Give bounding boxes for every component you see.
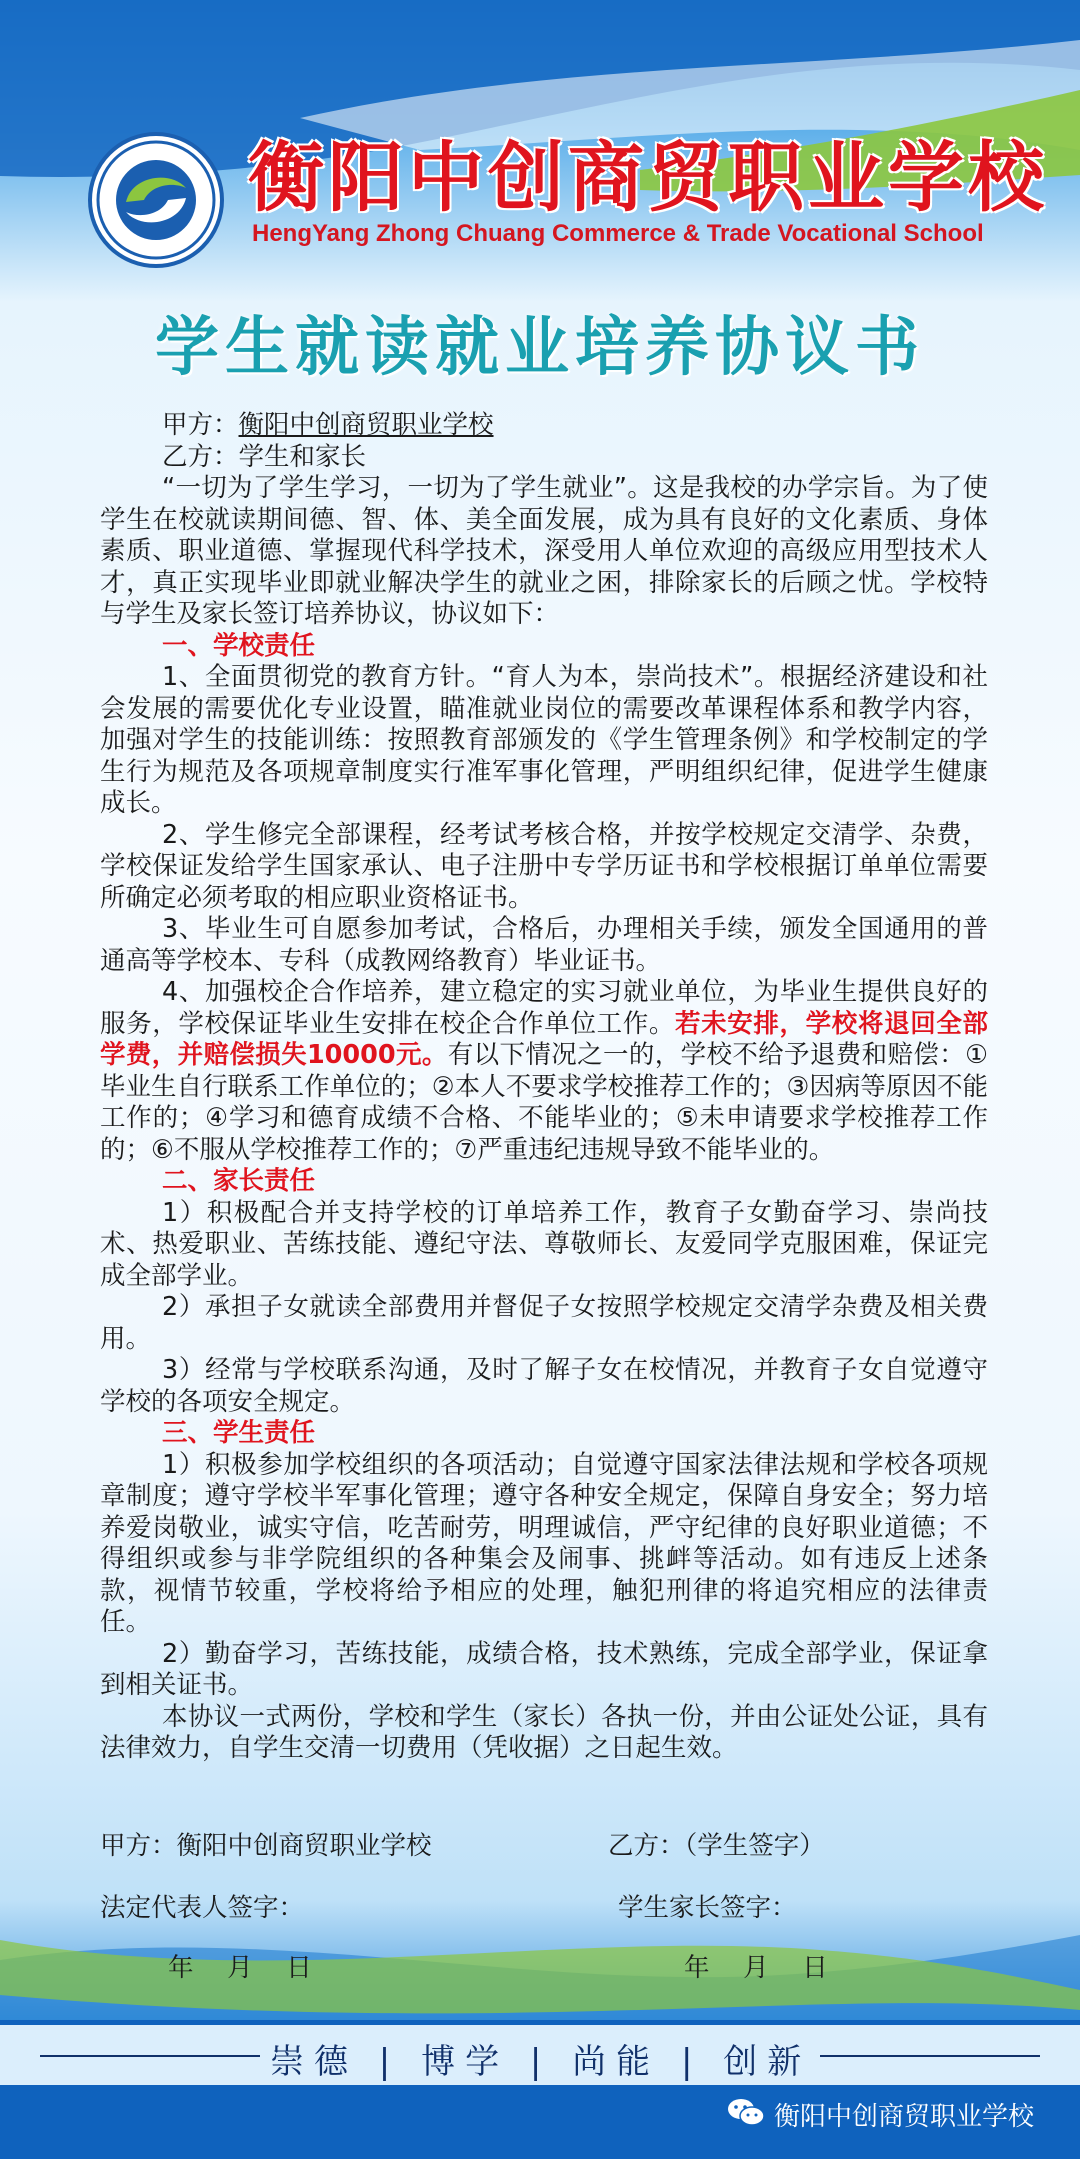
refund-guarantee-text: 若未安排，学校将退回全部学费，并赔偿损失10000元。 bbox=[100, 1008, 988, 1070]
agreement-body bbox=[100, 410, 988, 1765]
party-a-line bbox=[100, 410, 988, 442]
section-heading-parent: 二、家长责任 bbox=[162, 1166, 316, 1196]
parent-item-3: 3）经常与学校联系沟通，及时了解子女在校情况，并教育子女自觉遵守学校的各项安全规定。 bbox=[100, 1355, 988, 1417]
school-name-cn: 衡阳中创商贸职业学校 bbox=[248, 133, 1048, 222]
party-b-signature: 乙方：（学生签字） bbox=[608, 1831, 825, 1861]
parent-item-1: 1）积极配合并支持学校的订单培养工作，教育子女勤奋学习、崇尚技术、热爱职业、苦练技能、遵纪守法、尊敬师长、友爱同学克服困难，保证完成全部学业。 bbox=[100, 1197, 988, 1291]
school-item-2: 2、学生修完全部课程，经考试考核合格，并按学校规定交清学、杂费，学校保证发给学生国家承认、电子注册中专学历证书和学校根据订单单位需要所确定必须考取的相应职业资格证书。 bbox=[100, 819, 988, 913]
party-a-signature: 甲方：衡阳中创商贸职业学校 bbox=[100, 1831, 432, 1861]
school-item-4-part-c: 有以下情况之一的，学校不给予退费和赔偿：①毕业生自行联系工作单位的；②本人不要求学校推荐工作的；③因病等原因不能工作的；④学习和德育成绩不合格、不能毕业的；⑤未申请要求学校推荐工作的；⑥不服从学校推荐工作的；⑦严重违纪违规导致不能毕业的。 bbox=[100, 1040, 988, 1165]
school-item-3: 3、毕业生可自愿参加考试，合格后，办理相关手续，颁发全国通用的普通高等学校本、专科（成教网络教育）毕业证书。 bbox=[100, 914, 988, 976]
student-item-2: 2）勤奋学习，苦练技能，成绩合格，技术熟练，完成全部学业，保证拿到相关证书。 bbox=[100, 1638, 988, 1700]
section-heading-student: 三、学生责任 bbox=[162, 1418, 316, 1448]
parent-signature: 学生家长签字： bbox=[618, 1893, 797, 1923]
party-a-value: 衡阳中创商贸职业学校 bbox=[238, 410, 494, 440]
party-a-label: 甲方： bbox=[162, 410, 239, 440]
logo-emblem-icon bbox=[92, 136, 220, 264]
section-heading-school: 一、学校责任 bbox=[162, 630, 316, 661]
school-motto: 崇德 | 博学 | 尚能 | 创新 bbox=[270, 2042, 812, 2082]
date-right: 年 月 日 bbox=[684, 1953, 828, 1983]
party-b-value: 学生和家长 bbox=[238, 441, 367, 472]
parent-item-2: 2）承担子女就读全部费用并督促子女按照学校规定交清学杂费及相关费用。 bbox=[100, 1292, 988, 1354]
document-title: 学生就读就业培养协议书 bbox=[155, 311, 925, 385]
wechat-account-name: 衡阳中创商贸职业学校 bbox=[774, 2102, 1035, 2132]
school-item-4-part-a: 4、加强校企合作培养，建立稳定的实习就业单位，为毕业生提供良好的服务，学校保证毕业生安排在校企合作单位工作。 bbox=[100, 977, 988, 1039]
wechat-icon bbox=[726, 2096, 766, 2128]
student-item-1: 1）积极参加学校组织的各项活动；自觉遵守国家法律法规和学校各项规章制度；遵守学校半军事化管理；遵守各种安全规定，保障自身安全；努力培养爱岗敬业，诚实守信，吃苦耐劳，明理诚信，严守纪律的良好职业道德；不得组织或参与非学院组织的各种集会及闹事、挑衅等活动。如有违反上述条款，视情节较重，学校将给予相应的处理，触犯刑律的将追究相应的法律责任。 bbox=[100, 1449, 988, 1637]
legal-rep-signature: 法定代表人签字： bbox=[100, 1893, 305, 1923]
school-item-1: 1、全面贯彻党的教育方针。“育人为本，崇尚技术”。根据经济建设和社会发展的需要优化专业设置，瞄准就业岗位的需要改革课程体系和教学内容，加强对学生的技能训练：按照教育部颁发的《学生管理条例》和学校制定的学生行为规范及各项规章制度实行准军事化管理，严明组织纪律，促进学生健康成长。 bbox=[100, 662, 988, 818]
date-left: 年 月 日 bbox=[168, 1953, 312, 1983]
intro-paragraph: “一切为了学生学习，一切为了学生就业”。这是我校的办学宗旨。为了使学生在校就读期间德、智、体、美全面发展，成为具有良好的文化素质、身体素质、职业道德、掌握现代科学技术，深受用人单位欢迎的高级应用型技术人才，真正实现毕业即就业解决学生的就业之困，排除家长的后顾之忧。学校特与学生及家长签订培养协议，协议如下： bbox=[100, 473, 988, 629]
party-b-label: 乙方： bbox=[162, 441, 239, 472]
motto-rule-right bbox=[820, 2055, 1040, 2057]
motto-rule-left bbox=[40, 2055, 260, 2057]
party-b-line bbox=[100, 442, 988, 474]
school-item-4 bbox=[100, 977, 988, 1166]
closing-paragraph: 本协议一式两份，学校和学生（家长）各执一份，并由公证处公证，具有法律效力，自学生交清一切费用（凭收据）之日起生效。 bbox=[100, 1701, 988, 1763]
school-logo bbox=[88, 132, 224, 268]
school-name-en: HengYang Zhong Chuang Commerce & Trade Vocational School bbox=[252, 220, 984, 247]
